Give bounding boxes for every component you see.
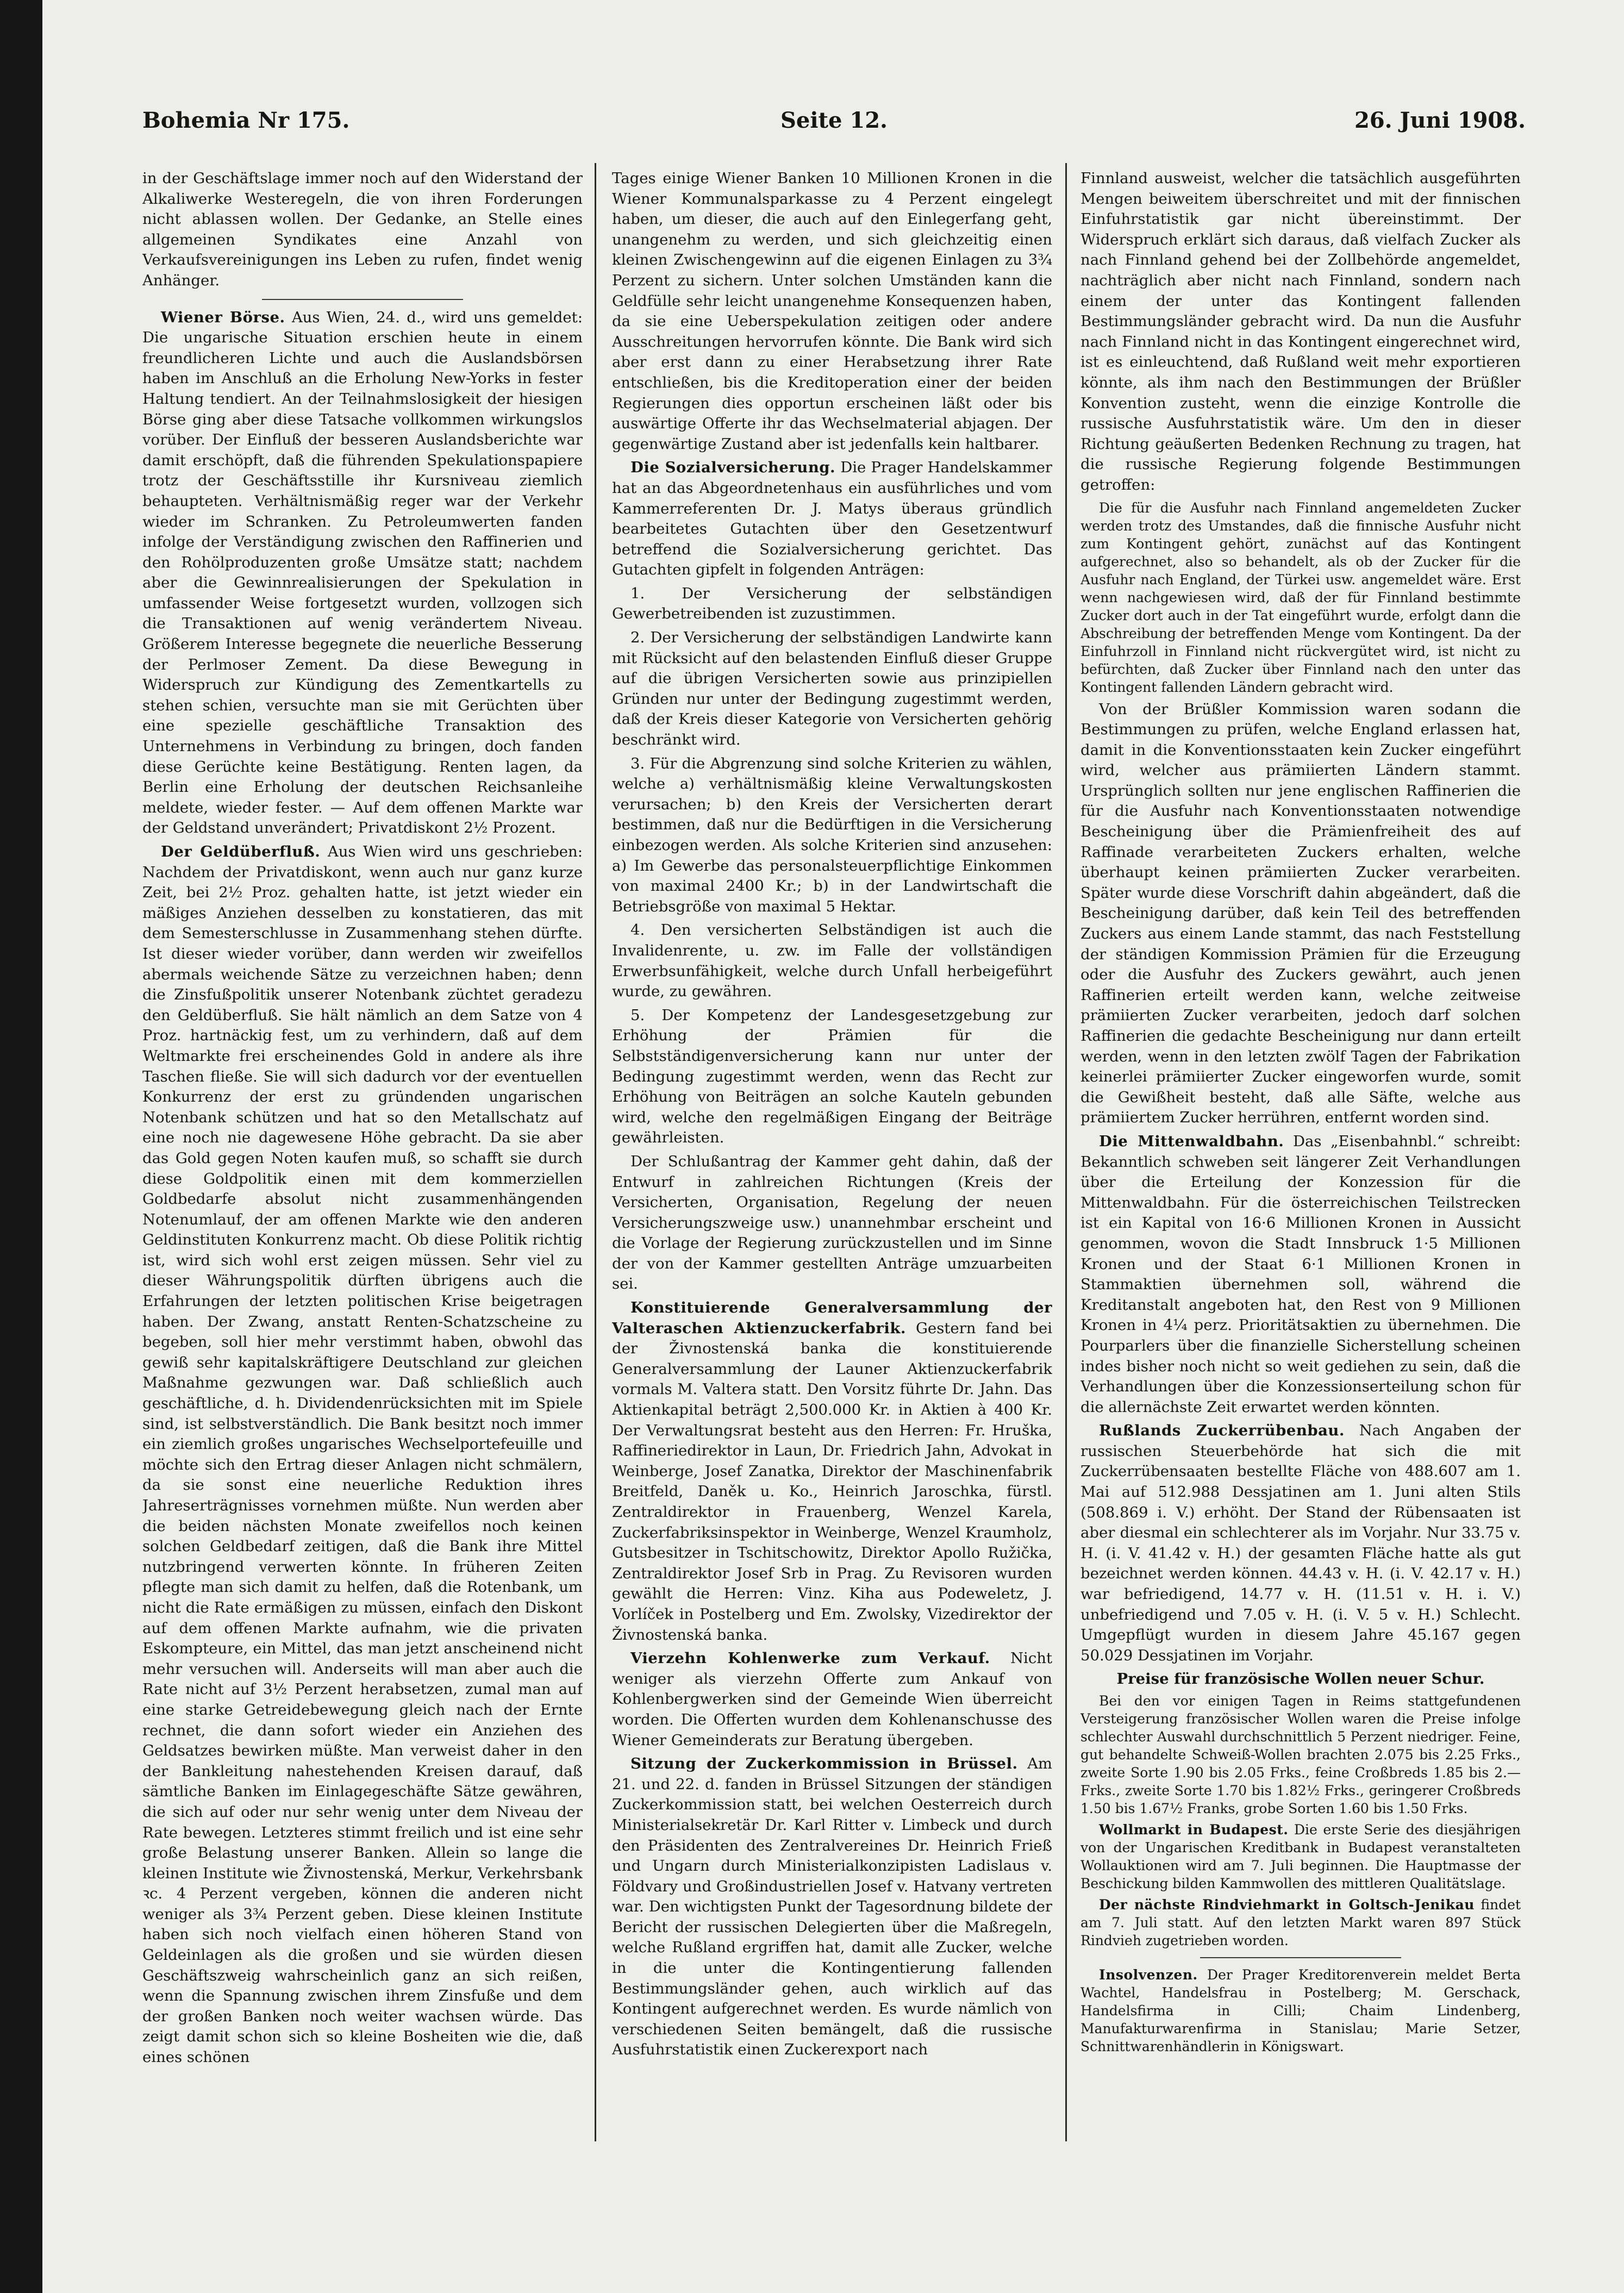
article-body: Am 21. und 22. d. fanden in Brüssel Sitzungen der ständigen Zuckerkommission statt, bei welchen Oesterreich durch Ministerialsekretär Dr. Karl Ritter v. Limbeck und durch den Präsidenten des Zentralvereines Dr. Heinrich Frieß und Ungarn durch Ministerialkonzipisten Ladislaus v. Földvary und Großindustriellen Josef v. Hatvany vertreten war. Den wichtigsten Punkt der Tagesordnung bildete der Bericht der russischen Delegierten über die Maßregeln, welche Rußland ergriffen hat, damit alle Zucker, welche in die unter die Kontingentierung fallenden Bestimmungsländer gehen, auch wirklich auf das Kontingent aufgerechnet werden. Es wurde nämlich von verschiedenen Seiten bemängelt, daß die russische Ausfuhrstatistik einen Zuckerexport nach: [612, 1755, 1052, 2059]
page-header: [142, 108, 1526, 141]
header-date: 26. Juni 1908.: [1354, 108, 1526, 133]
article-kohlenwerke: [612, 1648, 1052, 1751]
list-item: 1. Der Versicherung der selbständigen Gewerbetreibenden ist zuzustimmen.: [612, 584, 1052, 623]
article-heading: Die Mittenwaldbahn.: [1099, 1132, 1284, 1150]
article-body: Gestern fand bei der Živnostenská banka die konstituierende Generalversammlung der Launer Aktienzuckerfabrik vormals M. Valtera statt. Den Vorsitz führte Dr. Jahn. Das Aktienkapital beträgt 2,500.000 Kr. in Aktien à 400 Kr. Der Verwaltungsrat besteht aus den Herren: Fr. Hruška, Raffineriedirektor in Laun, Dr. Friedrich Jahn, Advokat in Weinberge, Josef Zanatka, Direktor der Maschinenfabrik Breitfeld, Daněk u. Ko., Heinrich Jaroschka, fürstl. Zentraldirektor in Frauenberg, Wenzel Karela, Zuckerfabriksinspektor in Weinberge, Wenzel Kraumholz, Gutsbesitzer in Tschitschowitz, Direktor Apollo Ružička, Zentraldirektor Josef Srb in Prag. Zu Revisoren wurden gewählt die Herren: Vinz. Kiha aus Podeweletz, J. Vorlíček in Postelberg und Em. Zwolsky, Vizedirektor der Živnostenská banka.: [612, 1319, 1052, 1644]
column-2: [612, 168, 1052, 2136]
article-heading: Insolvenzen.: [1099, 1967, 1198, 1983]
column-1: [142, 168, 583, 2136]
article-heading: Wollmarkt in Budapest.: [1099, 1822, 1289, 1838]
article-body: findet am 7. Juli statt. Auf den letzten Markt waren 897 Stück Rindvieh zugetrieben worden.: [1080, 1897, 1521, 1948]
article-body: Der Prager Kreditorenverein meldet Berta Wachtel, Handelsfrau in Postelberg; M. Gerschack, Handelsfirma in Cilli; Chaim Lindenberg, Manufakturwarenfirma in Stanislau; Marie Setzer, Schnittwarenhändlerin in Königswart.: [1080, 1967, 1521, 2054]
article-text: Finnland ausweist, welcher die tatsächlich ausgeführten Mengen beiweitem überschreitet und mit der finnischen Einfuhrstatistik gar nicht übereinstimmt. Der Widerspruch erklärt sich daraus, daß vielfach Zucker als nach Finnland gehend bei der Zollbehörde angemeldet, nachträglich aber nicht nach Finnland, sondern nach einem der unter das Kontingent fallenden Bestimmungsländer gebracht wird. Da nun die Ausfuhr nach Finnland nicht in das Kontingent eingerechnet wird, ist es einleuchtend, daß Rußland weit mehr exportieren könnte, als ihm nach den Bestimmungen der Brüßler Konvention zusteht, wenn die einzige Kontrolle die russische Ausfuhrstatistik wäre. Um den in dieser Richtung geäußerten Bedenken Rechnung zu tragen, hat die russische Regierung folgende Bestimmungen getroffen:: [1080, 170, 1521, 493]
column-rule: [595, 163, 596, 2141]
article-body: Aus Wien wird uns geschrieben: Nachdem der Privatdiskont, wenn auch nur ganz kurze Zeit, bei 2½ Proz. gehalten hatte, ist jetzt wieder ein mäßiges Anziehen desselben zu konstatieren, das mit dem Semesterschlusse in Zusammenhang stehen dürfte. Ist dieser wieder vorüber, dann werden wir zweifellos abermals weichende Sätze zu verzeichnen haben; denn die Zinsfußpolitik unserer Notenbank züchtet geradezu den Geldüberfluß. Sie hält nämlich an dem Satze von 4 Proz. hartnäckig fest, um zu verhindern, daß auf dem Weltmarkte frei erscheinendes Gold in andere als ihre Taschen fließe. Sie will sich dadurch vor der eventuellen Konkurrenz der erst zu gründenden ungarischen Notenbank schützen und hat so den Metallschatz auf eine noch nie dagewesene Höhe gebracht. Da sie aber das Gold gegen Noten kaufen muß, so schafft sie durch diese Goldpolitik einen mit dem kommerziellen Goldbedarfe absolut nicht zusammenhängenden Notenumlauf, der am offenen Markte wie den anderen Geldinstituten Konkurrenz macht. Ob diese Politik richtig ist, wird sich wohl erst zeigen müssen. Sehr viel zu dieser Währungspolitik dürften übrigens auch die Erfahrungen der letzten politischen Krise beigetragen haben. Der Zwang, anstatt Renten-Schatzscheine zu begeben, soll hier mehr verstimmt haben, obwohl das gewiß sehr kapitalskräftigere Deutschland zur gleichen Maßnahme gezwungen war. Daß schließlich auch geschäftliche, d. h. Dividendenrücksichten mit im Spiele sind, ist selbstverständlich. Die Bank besitzt noch immer ein ziemlich großes ungarisches Wechselportefeuille und möchte sich den Ertrag dieser Anlagen nicht schmälern, da sie sonst eine neuerliche Reduktion ihres Jahreserträgnisses vornehmen müßte. Nun werden aber die beiden nächsten Monate zweifellos noch keinen solchen Geldbedarf zeitigen, daß die Bank ihre Mittel nutzbringend verwerten könnte. In früheren Zeiten pflegte man sich damit zu helfen, daß die Rotenbank, um nicht die Rate ermäßigen zu müssen, einfach den Diskont auf dem offenen Markte aufnahm, wie die privaten Eskompteure, ein Mittel, das man jetzt anscheinend nicht mehr versuchen will. Anderseits will man aber auch die Rate nicht auf 3½ Perzent herabsetzen, zumal man auf eine starke Getreidebewegung gleich nach der Ernte rechnet, die dann sofort wieder ein Anziehen des Geldsatzes bewirken müßte. Man verweist daher in den der Bankleitung nahestehenden Kreisen darauf, daß sämtliche Banken im Einlagegeschäfte Sätze gewähren, die sich auf oder nur sehr wenig unter dem Niveau der Rate bewegen. Letzteres stimmt freilich und ist eine sehr große Belastung unserer Banken. Allein so lange die kleinen Institute wie Živnostenská, Merkur, Verkehrsbank ꝛc. 4 Perzent vergeben, können die anderen nicht weniger als 3¾ Perzent geben. Diese kleinen Institute haben sich noch vielfach einen höheren Stand von Geldeinlagen als die großen und sie würden diesen Geschäftszweig wahrscheinlich ganz an sich reißen, wenn die Spannung zwischen ihrem Zinsfuße und dem der großen Banken noch weiter wachsen würde. Das zeigt damit schon sich so kleine Bosheiten wie die, daß eines schönen: [142, 843, 583, 2066]
article-body: Die erste Serie des diesjährigen von der Ungarischen Kreditbank in Budapest veranstalteten Wollauktionen wird am 7. Juli beginnen. Die Hauptmasse der Beschickung bilden Kammwollen des mittleren Qualitätslage.: [1080, 1822, 1521, 1891]
article-insolvenzen: [1080, 1966, 1521, 2055]
article-text: in der Geschäftslage immer noch auf den Widerstand der Alkaliwerke Westeregeln, die von ihren Forderungen nicht ablassen wollen. Der Gedanke, an Stelle eines allgemeinen Syndikates eine Anzahl von Verkaufsvereinigungen ins Leben zu rufen, findet wenig Anhänger.: [142, 170, 583, 289]
article-heading: Der Geldüberfluß.: [161, 843, 321, 860]
article-generalversammlung: [612, 1298, 1052, 1645]
column-3: [1080, 168, 1521, 2136]
article-zuckerkommission: [612, 1754, 1052, 2060]
article-wollmarkt: [1080, 1821, 1521, 1892]
list-item: 2. Der Versicherung der selbständigen Landwirte kann mit Rücksicht auf den belastenden Einfluß dieser Gruppe auf die übrigen Versicherten sowie aus prinzipiellen Gründen nur unter der Bedingung zugestimmt werden, daß der Kreis dieser Kategorie von Versicherten gehörig beschränkt wird.: [612, 629, 1052, 749]
article-body: Bei den vor einigen Tagen in Reims stattgefundenen Versteigerung französischer Wollen waren die Preise infolge schlechter Auswahl durchschnittlich 5 Perzent niedriger. Feine, gut behandelte Schweiß-Wollen brachten 2.075 bis 2.25 Frks., zweite Sorte 1.90 bis 2.05 Frks., feine Croßbreds 1.85 bis 2.— Frks., zweite Sorte 1.70 bis 1.82½ Frks., geringerer Croßbreds 1.50 bis 1.67½ Franks, grobe Sorten 1.60 bis 1.50 Frks.: [1080, 1693, 1521, 1816]
list-item: 4. Den versicherten Selbständigen ist auch die Invalidenrente, u. zw. im Falle der vollständigen Erwerbsunfähigkeit, welche durch Unfall herbeigeführt wurde, zu gewähren.: [612, 921, 1052, 1001]
column-rule: [1065, 163, 1067, 2141]
article-mittenwaldbahn: [1080, 1132, 1521, 1417]
article-body: Nach Angaben der russischen Steuerbehörde hat sich die mit Zuckerrübensaaten bestellte Fläche von 488.607 am 1. Mai auf 512.988 Dessjatinen am 1. Juni alten Stils (508.869 i. V.) erhöht. Der Stand der Rübensaaten ist aber diesmal ein schlechterer als im Vorjahr. Nur 33.75 v. H. (i. V. 41.42 v. H.) der gesamten Fläche hatte als gut bezeichnet werden können. 44.43 v. H. (i. V. 42.17 v. H.) war befriedigend, 14.77 v. H. (11.51 v. H. i. V.) unbefriedigend und 7.05 v. H. (i. V. 5 v. H.) Schlecht. Umgepflügt wurden in diesem Jahre 45.167 gegen 50.029 Dessjatinen im Vorjahr.: [1080, 1422, 1521, 1664]
article-quote: Die für die Ausfuhr nach Finnland angemeldeten Zucker werden trotz des Umstandes, daß die finnische Ausfuhr nicht zum Kontingent gehört, zunächst auf das Kontingent aufgerechnet, also so behandelt, als ob der Zucker für die Ausfuhr nach England, der Türkei usw. angemeldet wäre. Erst wenn nachgewiesen wird, daß der für Finnland bestimmte Zucker dort auch in der Tat eingeführt wurde, erfolgt dann die Abschreibung der betreffenden Menge vom Kontingent. Da der Einfuhrzoll in Finnland nicht rückvergütet wird, ist nicht zu befürchten, daß Zucker über Finnland nach den unter das Kontingent fallenden Ländern gebracht wird.: [1080, 499, 1521, 695]
scan-edge: [0, 0, 42, 2293]
header-issue: Bohemia Nr 175.: [142, 108, 350, 133]
article-geldueberfluss: [142, 842, 583, 2068]
article-rindviehmarkt: [1080, 1896, 1521, 1950]
article-heading: Die Sozialversicherung.: [630, 459, 836, 477]
separator: [1200, 1957, 1401, 1958]
article-body: Die Prager Handelskammer hat an das Abgeordnetenhaus ein ausführliches und vom Kammerreferenten Dr. J. Matys überaus gründlich bearbeitetes Gutachten über den Gesetzentwurf betreffend die Sozialversicherung gerichtet. Das Gutachten gipfelt in folgenden Anträgen:: [612, 459, 1052, 579]
article-body: Aus Wien, 24. d., wird uns gemeldet: Die ungarische Situation erschien heute in einem freundlicheren Lichte und auch die Auslandsbörsen haben im Anschluß an die Erholung New-Yorks in fester Haltung tendiert. An der Teilnahmslosigkeit der hiesigen Börse ging aber diese Tatsache vollkommen wirkungslos vorüber. Der Einfluß der besseren Auslandsberichte war damit erschöpft, daß die führenden Spekulationspapiere trotz der Geschäftsstille ihr Kursniveau ziemlich behaupteten. Verhältnismäßig reger war der Verkehr wieder im Schranken. Zu Petroleumwerten fanden infolge der Verständigung zwischen den Raffinerien und den Rohölproduzenten große Umsätze statt; nachdem aber die Gewinnrealisierungen der Spekulation in umfassender Weise fortgesetzt wurden, vollzogen sich die Transaktionen auf wenig verändertem Niveau. Größerem Interesse begegnete die neuerliche Besserung der Perlmoser Zement. Da diese Bewegung in Widerspruch zur Kündigung des Zementkartells zu stehen schien, versuchte man sie mit Gerüchten über eine spezielle geschäftliche Transaktion des Unternehmens in Verbindung zu bringen, doch fanden diese Gerüchte keine Bestätigung. Renten lagen, da Berlin eine Erholung der deutschen Reichsanleihe meldete, wieder fester. — Auf dem offenen Markte war der Geldstand unverändert; Privatdiskont 2½ Prozent.: [142, 308, 583, 837]
article-heading: Sitzung der Zuckerkommission in Brüssel.: [630, 1755, 1018, 1773]
article-text: Tages einige Wiener Banken 10 Millionen Kronen in die Wiener Kommunalsparkasse zu 4 Perzent eingelegt haben, um dieser, die auch auf den Einlegerfang geht, unangenehm zu werden, und sich gleichzeitig einen kleinen Zwischengewinn auf die eigenen Einlagen zu 3¾ Perzent zu sichern. Unter solchen Umständen kann die Geldfülle sehr leicht unangenehme Konsequenzen haben, da sie eine Ueberspekulation zeitigen oder andere Ausschreitungen hervorrufen könnte. Die Bank wird sich aber erst dann zu einer Herabsetzung ihrer Rate entschließen, bis die Kreditoperation einer der beiden Regierungen dies opportun erscheinen läßt oder bis auswärtige Offerte ihr das Wechselmaterial abjagen. Der gegenwärtige Zustand aber ist jedenfalls kein haltbarer.: [612, 170, 1052, 453]
article-heading: Wiener Börse.: [161, 308, 285, 326]
article-heading: Vierzehn Kohlenwerke zum Verkauf.: [630, 1650, 990, 1667]
article-sozialversicherung: [612, 458, 1052, 580]
list-item: 5. Der Kompetenz der Landesgesetzgebung zur Erhöhung der Prämien für die Selbstständigenversicherung kann nur unter der Bedingung zugestimmt werden, wenn das Recht zur Erhöhung von Beiträgen an solche Kauteln gebunden wird, welche den regelmäßigen Eingang der Beiträge gewährleisten.: [612, 1006, 1052, 1147]
article-zuckerruebenbau: [1080, 1421, 1521, 1666]
article-heading: Konstituierende Generalversammlung der Valteraschen Aktienzuckerfabrik.: [612, 1299, 1052, 1337]
article-text: Von der Brüßler Kommission waren sodann die Bestimmungen zu prüfen, welche England erlassen hat, damit in die Konventionsstaaten kein Zucker eingeführt wird, welcher aus prämiierten Ländern stammt. Ursprünglich sollten nur jene englischen Raffinerien die für die Ausfuhr nach Konventionsstaaten notwendige Bescheinigung über die Prämienfreiheit des auf Raffinade verarbeiteten Zuckers erhalten, welche überhaupt keinen prämiierten Zucker verarbeiten. Später wurde diese Vorschrift dahin abgeändert, daß die Bescheinigung darüber, daß kein Teil des betreffenden Zuckers aus einem Lande stammt, das nach Feststellung der ständigen Kommission Prämien für die Erzeugung oder die Ausfuhr des Zuckers gewährt, auch jenen Raffinerien erteilt werden kann, welche zeitweise prämiierten Zucker verarbeiten, jedoch darf solchen Raffinerien die gedachte Bescheinigung nur dann erteilt werden, wenn in den letzten zwölf Tagen der Fabrikation keinerlei prämiierter Zucker eingeworfen wurde, somit die Gewißheit besteht, daß alle Säfte, welche aus prämiiertem Zucker herrühren, entfernt worden sind.: [1080, 700, 1521, 1127]
article-body: Das „Eisenbahnbl.“ schreibt: Bekanntlich schweben seit längerer Zeit Verhandlungen über die Erteilung der Konzession für die Mittenwaldbahn. Für die österreichischen Teilstrecken ist ein Kapital von 16·6 Millionen Kronen in Aussicht genommen, wovon die Stadt Innsbruck 1·5 Millionen Kronen und der Staat 6·1 Millionen Kronen in Stammaktien übernehmen soll, während die Kreditanstalt angeboten hat, den Rest von 9 Millionen Kronen in 4¼ perz. Prioritätsaktien zu übernehmen. Die Pourparlers über die finanzielle Sicherstellung scheinen indes bisher noch nicht so weit gediehen zu sein, daß die Verhandlungen über die Konzessionserteilung schon für die allernächste Zeit erwartet werden könnten.: [1080, 1132, 1521, 1416]
article-text: Der Schlußantrag der Kammer geht dahin, daß der Entwurf in zahlreichen Richtungen (Kreis der Versicherten, Organisation, Regelung der neuen Versicherungszweige usw.) unannehmbar erscheint und die Vorlage der Regierung zurückzustellen und im Sinne der von der Kammer gestellten Anträge umzuarbeiten sei.: [612, 1152, 1052, 1293]
separator: [262, 299, 463, 300]
article-heading: Rußlands Zuckerrübenbau.: [1099, 1422, 1345, 1440]
article-heading: Preise für französische Wollen neuer Schur.: [1116, 1670, 1485, 1688]
header-page-number: Seite 12.: [780, 108, 888, 133]
article-heading: Der nächste Rindviehmarkt in Goltsch-Jenikau: [1099, 1897, 1475, 1913]
article-body: Nicht weniger als vierzehn Offerte zum Ankauf von Kohlenbergwerken sind der Gemeinde Wien überreicht worden. Die Offerten wurden dem Kohlenanschusse des Wiener Gemeinderats zur Beratung übergeben.: [612, 1650, 1052, 1749]
list-item: 3. Für die Abgrenzung sind solche Kriterien zu wählen, welche a) verhältnismäßig kleine Verwaltungskosten verursachen; b) den Kreis der Versicherten derart bestimmen, daß nur die Bedürftigen in die Versicherung einbezogen werden. Als solche Kriterien sind anzusehen: a) Im Gewerbe das personalsteuerpflichtige Einkommen von maximal 2400 Kr.; b) in der Landwirtschaft die Betriebsgröße von maximal 5 Hektar.: [612, 754, 1052, 915]
article-wiener-boerse: [142, 308, 583, 839]
